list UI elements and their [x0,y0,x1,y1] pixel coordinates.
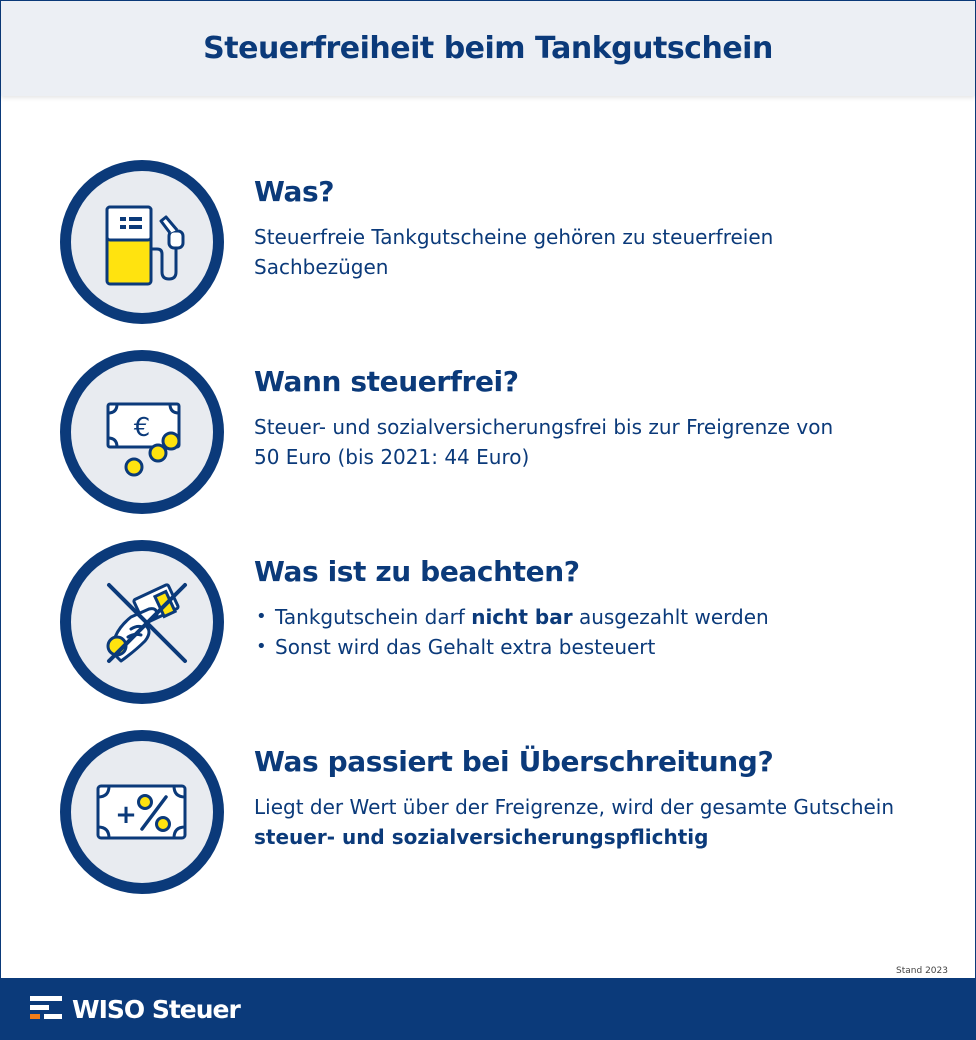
text-line-bold: steuer- und sozialversicherungspflichtig [254,825,709,849]
section-heading: Was? [254,175,335,208]
footer-bar [0,978,976,1040]
logo-text: WISO Steuer [72,995,240,1024]
text-line: Sachbezügen [254,255,389,279]
section-text [254,412,934,472]
date-note: Stand 2023 [896,966,948,976]
euro-banknote-coins-icon [60,350,224,514]
section-heading: Was passiert bei Überschreitung? [254,745,774,778]
text-line: Liegt der Wert über der Freigrenze, wird der gesamte Gutschein [254,795,895,819]
text-line: Steuerfreie Tankgutscheine gehören zu steuerfreien [254,225,774,249]
percent-banknote-icon [60,730,224,894]
section-heading: Wann steuerfrei? [254,365,519,398]
svg-text:+: + [115,800,137,830]
logo-mark-icon [30,996,64,1024]
section-text [254,792,934,852]
text-line: 50 Euro (bis 2021: 44 Euro) [254,445,530,469]
section-heading: Was ist zu beachten? [254,555,580,588]
section-text [254,222,934,282]
svg-text:€: € [133,413,151,443]
wiso-steuer-logo [30,995,240,1024]
no-cash-icon [60,540,224,704]
bullet-list [254,602,934,662]
page-title: Steuerfreiheit beim Tankgutschein [203,31,773,66]
list-item: • Sonst wird das Gehalt extra besteuert [254,632,934,662]
header-bar [1,1,975,96]
text-line: Steuer- und sozialversicherungsfrei bis zur Freigrenze von [254,415,834,439]
list-item: • Tankgutschein darf nicht bar ausgezahlt werden [254,602,934,632]
fuel-pump-icon [60,160,224,324]
